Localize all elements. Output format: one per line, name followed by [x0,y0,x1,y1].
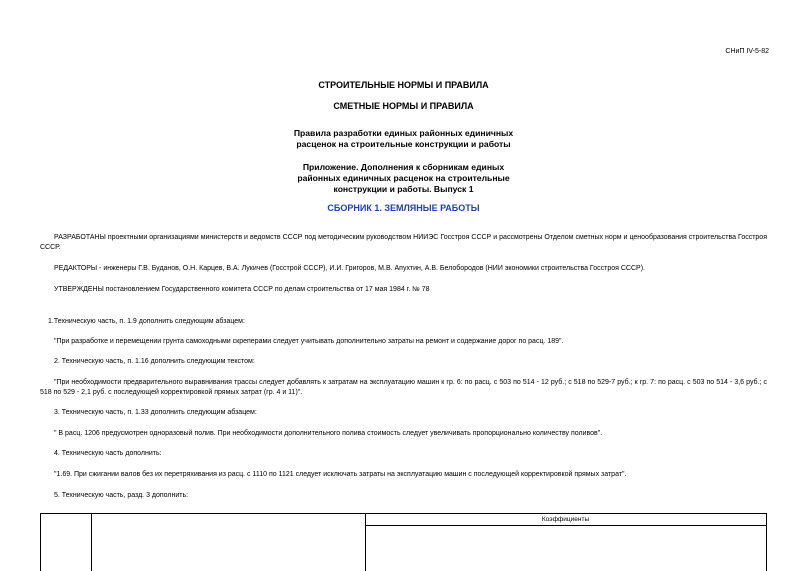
collection-heading: СБОРНИК 1. ЗЕМЛЯНЫЕ РАБОТЫ [327,203,480,213]
item-1: 1.Техническую часть, п. 1.9 дополнить следующим абзацем: [48,318,245,325]
table-header-coefficients: Коэффициенты [365,514,766,526]
editors-paragraph: РЕДАКТОРЫ - инженеры Г.В. Буданов, О.Н. Карцев, В.А. Лукичев (Госстрой СССР), И.И. Григоров, М.В. Апухтин, А.В. Белобородов (НИИ экономики строительства Госстроя СССР). [54,265,645,272]
subtitle-rules [0,128,807,150]
item-5: 5. Техническую часть, разд. 3 дополнить: [54,492,189,499]
subtitle-line-1: Правила разработки единых районных единичных [293,128,514,138]
item-1-quote: "При разработке и перемещении грунта самоходными скреперами следует учитывать дополнительно затраты на ремонт и содержание дорог по расц. 189". [54,338,564,345]
table-column-divider [91,514,92,571]
subtitle-line-2: расценок на строительные конструкции и работы [296,139,511,149]
coefficients-table [40,513,767,571]
item-2-quote: "При необходимости предварительного выравнивания трассы следует добавлять к затратам на эксплуатацию машин к гр. 6: по расц. с 503 по 514 - 12 руб.; с 518 по 529-7 руб.; к гр. 7: по расц. с 503 по 514 - 3,6 руб.; с 518 по 529 - 2,1 руб. с последующей корректировкой прямых затрат (гр. 4 и 11)". [40,379,767,396]
document-code: СНиП IV-5-82 [725,48,769,55]
item-2: 2. Техническую часть, п. 1.16 дополнить следующим текстом: [54,358,255,365]
developed-paragraph: РАЗРАБОТАНЫ проектными организациями министерств и ведомств СССР под методическим руководством НИИЭС Госстроя СССР и рассмотрены Отделом сметных норм и ценообразования строительства Госстроя СССР. [40,234,767,251]
appendix-line-1: Приложение. Дополнения к сборникам единых [302,162,505,172]
title-building-norms: СТРОИТЕЛЬНЫЕ НОРМЫ И ПРАВИЛА [318,80,489,90]
appendix-line-2: районных единичных расценок на строительные [297,173,510,183]
item-3-quote: " В расц. 1206 предусмотрен одноразовый полив. При необходимости дополнительного полива стоимость следует увеличивать пропорционально количеству поливов". [54,430,603,437]
appendix-heading [0,162,807,195]
approved-paragraph: УТВЕРЖДЕНЫ постановлением Государственного комитета СССР по делам строительства от 17 мая 1984 г. № 78 [54,286,430,293]
appendix-line-3: конструкции и работы. Выпуск 1 [333,184,474,194]
item-4: 4. Техническую часть дополнить: [54,450,162,457]
item-4-quote: "1.69. При сжигании валов без их перетряхивания из расц. с 1110 по 1121 следует исключать затраты на эксплуатацию машин с последующей корректировкой прямых затрат". [54,471,627,478]
item-3: 3. Техническую часть, п. 1.33 дополнить следующим абзацем: [54,409,257,416]
title-estimate-norms: СМЕТНЫЕ НОРМЫ И ПРАВИЛА [333,101,474,111]
